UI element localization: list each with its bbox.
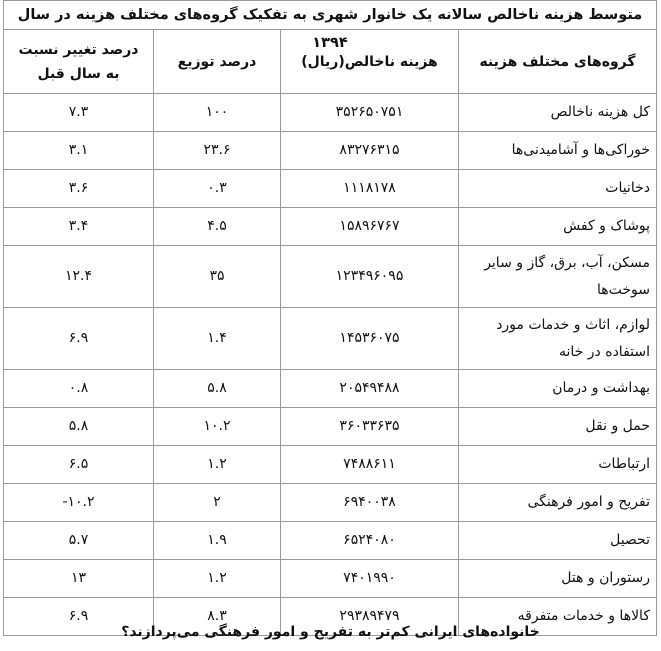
- row-cost: ۱۲۳۴۹۶۰۹۵: [281, 246, 459, 308]
- row-cost: ۷۴۸۸۶۱۱: [281, 446, 459, 484]
- row-change: ۶.۹: [4, 598, 154, 636]
- row-share: ۴.۵: [154, 208, 281, 246]
- row-change: ۳.۴: [4, 208, 154, 246]
- row-group: کل هزینه ناخالص: [459, 94, 657, 132]
- row-group: دخانیات: [459, 170, 657, 208]
- row-share: ۵.۸: [154, 370, 281, 408]
- row-change: ۶.۹: [4, 308, 154, 370]
- row-group: بهداشت و درمان: [459, 370, 657, 408]
- table-row: [4, 446, 657, 484]
- row-change: ۱۰.۲-: [4, 484, 154, 522]
- row-share: ۱.۹: [154, 522, 281, 560]
- row-change: ۳.۱: [4, 132, 154, 170]
- row-cost: ۳۶۰۳۳۶۳۵: [281, 408, 459, 446]
- table-container: [3, 0, 656, 636]
- table-row: [4, 132, 657, 170]
- row-change: ۱۳: [4, 560, 154, 598]
- row-cost: ۱۱۱۸۱۷۸: [281, 170, 459, 208]
- household-expense-table: [3, 0, 657, 636]
- header-share: درصد توزیع: [154, 30, 281, 94]
- header-cost: هزینه ناخالص(ریال): [281, 30, 459, 94]
- table-row: [4, 484, 657, 522]
- row-cost: ۶۹۴۰۰۳۸: [281, 484, 459, 522]
- table-row: [4, 370, 657, 408]
- row-share: ۱.۲: [154, 446, 281, 484]
- table-row: [4, 94, 657, 132]
- row-group: تفریح و امور فرهنگی: [459, 484, 657, 522]
- table-row: [4, 522, 657, 560]
- row-change: ۰.۸: [4, 370, 154, 408]
- row-cost: ۲۰۵۴۹۴۸۸: [281, 370, 459, 408]
- row-change: ۷.۳: [4, 94, 154, 132]
- row-group: خوراکی‌ها و آشامیدنی‌ها: [459, 132, 657, 170]
- table-row: [4, 170, 657, 208]
- table-row: [4, 560, 657, 598]
- header-change: درصد تغییر نسبت به سال قبل: [4, 30, 154, 94]
- row-group: پوشاک و کفش: [459, 208, 657, 246]
- row-change: ۱۲.۴: [4, 246, 154, 308]
- row-group: تحصیل: [459, 522, 657, 560]
- row-group: ارتباطات: [459, 446, 657, 484]
- row-change: ۵.۸: [4, 408, 154, 446]
- header-group: گروه‌های مختلف هزینه: [459, 30, 657, 94]
- row-group: مسکن، آب، برق، گاز و سایر سوخت‌ها: [459, 246, 657, 308]
- row-share: ۱.۲: [154, 560, 281, 598]
- table-row: [4, 308, 657, 370]
- row-group: رستوران و هتل: [459, 560, 657, 598]
- table-row: [4, 408, 657, 446]
- row-cost: ۱۵۸۹۶۷۶۷: [281, 208, 459, 246]
- row-share: ۱۰۰: [154, 94, 281, 132]
- row-cost: ۱۴۵۳۶۰۷۵: [281, 308, 459, 370]
- row-change: ۳.۶: [4, 170, 154, 208]
- row-cost: ۲۹۳۸۹۴۷۹: [281, 598, 459, 636]
- row-group: لوازم، اثاث و خدمات مورد استفاده در خانه: [459, 308, 657, 370]
- table-title: متوسط هزینه ناخالص سالانه یک خانوار شهری به تفکیک گروه‌های مختلف هزینه در سال ۱۳۹۴: [3, 0, 657, 29]
- table-row: [4, 246, 657, 308]
- row-share: ۱۰.۲: [154, 408, 281, 446]
- row-share: ۳۵: [154, 246, 281, 308]
- table-row: [4, 208, 657, 246]
- row-cost: ۷۴۰۱۹۹۰: [281, 560, 459, 598]
- row-change: ۵.۷: [4, 522, 154, 560]
- row-share: ۸.۳: [154, 598, 281, 636]
- row-share: ۲۳.۶: [154, 132, 281, 170]
- footer-caption: خانواده‌های ایرانی کم‌تر به تفریح و امور فرهنگی می‌پردازند؟: [121, 624, 540, 640]
- row-cost: ۳۵۲۶۵۰۷۵۱: [281, 94, 459, 132]
- row-cost: ۶۵۲۴۰۸۰: [281, 522, 459, 560]
- row-share: ۱.۴: [154, 308, 281, 370]
- row-share: ۰.۳: [154, 170, 281, 208]
- row-share: ۲: [154, 484, 281, 522]
- row-group: کالاها و خدمات متفرقه: [459, 598, 657, 636]
- row-change: ۶.۵: [4, 446, 154, 484]
- row-group: حمل و نقل: [459, 408, 657, 446]
- row-cost: ۸۳۲۷۶۳۱۵: [281, 132, 459, 170]
